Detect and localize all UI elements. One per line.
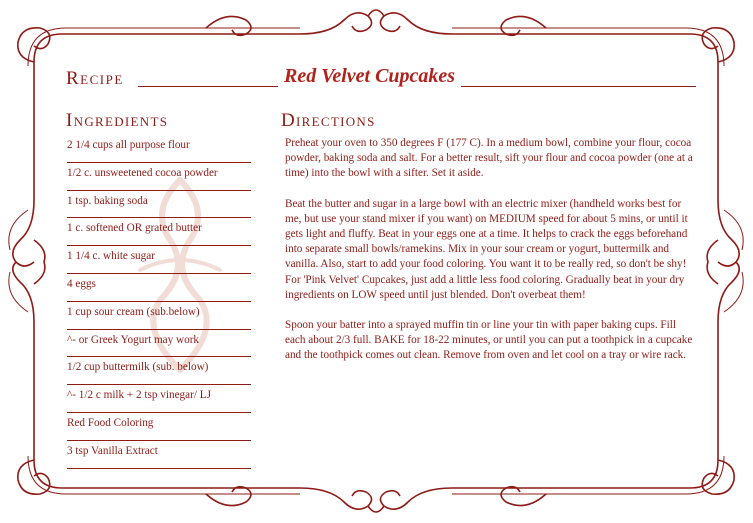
ingredient-item: 1 c. softened OR grated butter [67, 218, 251, 246]
ingredients-heading: Ingredients [66, 110, 169, 131]
ingredients-list [67, 135, 251, 469]
ingredient-item: 3 tsp Vanilla Extract [67, 441, 251, 469]
ingredient-item: Red Food Coloring [67, 413, 251, 441]
ingredient-item: 4 eggs [67, 274, 251, 302]
directions-paragraph: Preheat your oven to 350 degrees F (177 C). In a medium bowl, combine your flour, cocoa powder, baking soda and salt. For a better result, sift your flour and cocoa powder (one at a time) into the bowl with a sifter. Set it aside. [285, 137, 693, 180]
directions-heading: Directions [281, 110, 376, 131]
ingredient-item: 1 tsp. baking soda [67, 191, 251, 219]
ingredient-item: 1/2 c. unsweetened cocoa powder [67, 163, 251, 191]
directions-body [285, 136, 695, 379]
directions-paragraph: Spoon your batter into a sprayed muffin tin or line your tin with paper baking cups. Fill each about 2/3 full. BAKE for 18-22 minutes, or until you can put a toothpick in a cupcake and the toothpick comes out clean. Remove from oven and let cool on a tray or wire rack. [285, 319, 693, 362]
ingredient-item: 1 1/4 c. white sugar [67, 246, 251, 274]
recipe-name: Red Velvet Cupcakes [278, 65, 461, 88]
directions-paragraph: Beat the butter and sugar in a large bowl with an electric mixer (handheld works best for me, but use your stand mixer if you want) on MEDIUM speed for about 5 mins, or until it gets light and fluffy. Beat in your eggs one at a time. It helps to crack the eggs beforehand into separate small bowls/ramekins. Mix in your sour cream or yogurt, buttermilk and vanilla. Also, start to add your food coloring. You want it to be really red, so don't be shy! For 'Pink Velvet' Cupcakes, just add a little less food coloring. Gradually beat in your dry ingredients on LOW speed until just blended. Don't overbeat them! [285, 197, 688, 301]
ingredient-item: ^- 1/2 c milk + 2 tsp vinegar/ LJ [67, 385, 251, 413]
ingredient-item: ^- or Greek Yogurt may work [67, 330, 251, 358]
recipe-title-row [66, 66, 696, 94]
ingredient-item: 1 cup sour cream (sub.below) [67, 302, 251, 330]
ingredient-item: 1/2 cup buttermilk (sub. below) [67, 357, 251, 385]
recipe-label: Recipe [66, 68, 124, 89]
ingredient-item: 2 1/4 cups all purpose flour [67, 135, 251, 163]
